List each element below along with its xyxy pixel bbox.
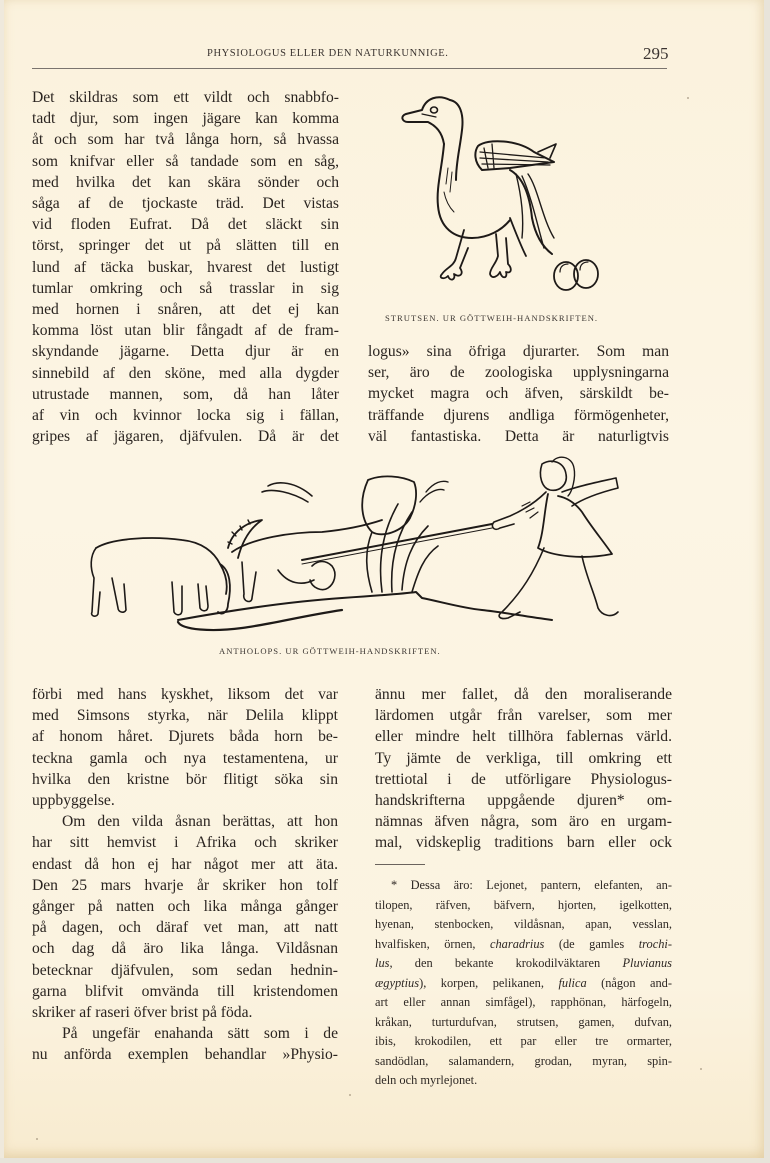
paper-speck <box>687 97 689 99</box>
text-line: tadt djur, som ingen jägare kan komma <box>32 110 339 128</box>
ostrich-figure-caption: STRUTSEN. UR GÖTTWEIH-HANDSKRIFTEN. <box>385 313 599 323</box>
text-line: såga af de tjockaste träd. Det vistas <box>32 195 339 213</box>
text-line: nu anförda exemplen behandlar »Physio- <box>32 1046 338 1064</box>
paper-speck <box>700 1068 702 1070</box>
text-line: mal, vidskeplig traditions barn eller ock <box>375 834 672 852</box>
text-column-right-top <box>368 341 669 447</box>
page-number: 295 <box>643 44 669 63</box>
latin-term: ægyptius <box>375 975 420 990</box>
text-line: af vin och kvinnor locka sig i fällan, <box>32 407 339 425</box>
footnote <box>375 876 672 1091</box>
text-line: komma löst utan blir fångadt af de fram- <box>32 322 339 340</box>
text-line: Det skildras som ett vildt och snabbfo- <box>32 89 339 106</box>
text-line: har sitt hemvist i Afrika och skriker <box>32 834 338 852</box>
ostrich-with-eggs-illustration-icon <box>398 88 633 303</box>
footnote-text: * Dessa äro: Lejonet, pantern, elefanten, an- <box>391 878 672 892</box>
text-line: på dagen, och däraf vet man, att natt <box>32 919 338 937</box>
text-line: tumlar omkring och så trasslar in sig <box>32 279 339 297</box>
footnote-text: hyenan, stenbocken, vildåsnan, apan, vesslan, <box>375 917 672 931</box>
footnote-text: sandödlan, salamandern, grodan, myran, spin- <box>375 1053 672 1068</box>
text-line: med hornen i snåren, att det ej kan <box>32 301 339 319</box>
text-line: gripes af jägaren, djäfvulen. Då är det <box>32 428 339 446</box>
text-line: teckna gamla och nya testamentena, ur <box>32 749 338 767</box>
text-line: med hvilka det kan skära sönder och <box>32 173 339 191</box>
footnote-text: (de gamles <box>544 936 639 951</box>
footnote-text: kråkan, turturdufvan, strutsen, gamen, dufvan, <box>375 1014 672 1029</box>
text-line: trettiotal i de utförligare Physiologus- <box>375 770 672 788</box>
footnote-line <box>375 1013 672 1033</box>
text-line: vid floden Eufrat. Då det släckt sin <box>32 216 339 234</box>
text-line: ännu mer fallet, då den moraliserande <box>375 686 672 703</box>
footnote-line <box>375 915 672 935</box>
footnote-line <box>375 1032 672 1052</box>
text-line: skriker af raseri öfver brist på föda. <box>32 1004 253 1022</box>
text-line: lärdomen utgår från varelser, som mer <box>375 707 672 725</box>
footnote-rule <box>375 864 425 865</box>
footnote-line <box>375 974 672 994</box>
text-column-right-bottom <box>375 684 672 854</box>
text-line: Om den vilda åsnan berättas, att hon <box>62 813 338 831</box>
latin-term: trochi- <box>638 936 672 951</box>
text-line: mycket magra och äfven, särskildt be- <box>368 385 669 403</box>
footnote-text: (någon and- <box>586 975 672 990</box>
footnote-text: hvalfisken, örnen, <box>375 936 490 951</box>
text-line: af honom håret. Djurets båda horn be- <box>32 728 338 746</box>
text-line: sinnebild af den sköne, med alla dygder <box>32 364 339 382</box>
text-line: ser, äro de zoologiska upplysningarna <box>368 364 669 382</box>
scan-edge-right <box>764 0 770 1163</box>
footnote-line <box>375 954 672 974</box>
antelope-hunt-illustration-icon <box>82 452 642 637</box>
paper-speck <box>36 1138 38 1140</box>
text-line: endast då hon ej har något mer att äta. <box>32 855 338 873</box>
text-line: hvilka den kristne bör flitigt söka sin <box>32 770 338 788</box>
footnote-line <box>375 935 672 955</box>
text-column-left-top <box>32 87 339 447</box>
text-line: På ungefär enahanda sätt som i de <box>62 1025 338 1043</box>
text-line: eller mindre helt tillhöra fablernas värld. <box>375 728 672 746</box>
latin-term: fulica <box>558 975 587 990</box>
text-line: åt och som har två långa horn, så hvassa <box>32 131 339 149</box>
text-line: Den 25 mars hvarje år skriker hon tolf <box>32 876 338 894</box>
running-head-title: PHYSIOLOGUS ELLER DEN NATURKUNNIGE. <box>207 48 449 59</box>
text-column-left-bottom <box>32 684 338 1066</box>
text-line: uppbyggelse. <box>32 792 115 810</box>
text-line: och dag då äro lika långa. Vildåsnan <box>32 940 338 958</box>
footnote-text: den bekante krokodilväktaren <box>392 956 623 970</box>
footnote-line <box>375 876 672 896</box>
footnote-text: ibis, krokodilen, ett par eller tre ormarter, <box>375 1034 672 1048</box>
text-line: utrustade mannen, som, då han låter <box>32 385 339 403</box>
footnote-line <box>375 993 672 1013</box>
text-line: handskrifterna uppgående djuren* om- <box>375 792 672 810</box>
antelope-figure-caption: ANTHOLOPS. UR GÖTTWEIH-HANDSKRIFTEN. <box>219 646 441 656</box>
latin-term: Pluvianus <box>622 956 672 970</box>
latin-term: charadrius <box>489 936 545 951</box>
text-line: garna blifvit omvända till kristendomen <box>32 982 338 1000</box>
footnote-line <box>375 1052 672 1072</box>
text-line: logus» sina öfriga djurarter. Som man <box>368 343 669 360</box>
text-line: lund af täcka buskar, hvarest det lustigt <box>32 258 339 276</box>
latin-term: lus, <box>375 956 393 970</box>
footnote-text: tilopen, räfven, bäfvern, hjorten, igelkotten, <box>375 897 672 912</box>
text-line: med Simsons styrka, när Delila klippt <box>32 707 338 725</box>
text-line: gånger på natten och lika många gånger <box>32 898 338 916</box>
text-line: förbi med hans kyskhet, liksom det var <box>32 686 338 703</box>
header-rule <box>32 68 667 69</box>
text-line: skyndande jägarne. Detta djur är en <box>32 343 339 361</box>
text-line: väl fantastiska. Detta är naturligtvis <box>368 427 669 445</box>
paper-speck <box>349 1094 351 1096</box>
footnote-text: art eller annan simfågel), rapphönan, härfogeln, <box>375 995 672 1009</box>
text-line: nämnas äfven några, som äro en urgam- <box>375 813 672 831</box>
scan-edge-bottom <box>0 1158 770 1163</box>
footnote-text: ), korpen, pelikanen, <box>419 975 559 990</box>
footnote-text: deln och myrlejonet. <box>375 1073 478 1087</box>
text-line: Ty jämte de verkliga, till omkring ett <box>375 749 672 767</box>
text-line: betecknar djäfvulen, som sedan hednin- <box>32 961 338 979</box>
footnote-line <box>375 896 672 916</box>
text-line: som knifvar eller så tandade som en såg, <box>32 152 339 170</box>
text-line: törst, springer det ut på slätten till en <box>32 237 339 255</box>
text-line: träffande djurens andliga förmögenheter, <box>368 406 669 424</box>
footnote-line <box>375 1071 672 1091</box>
